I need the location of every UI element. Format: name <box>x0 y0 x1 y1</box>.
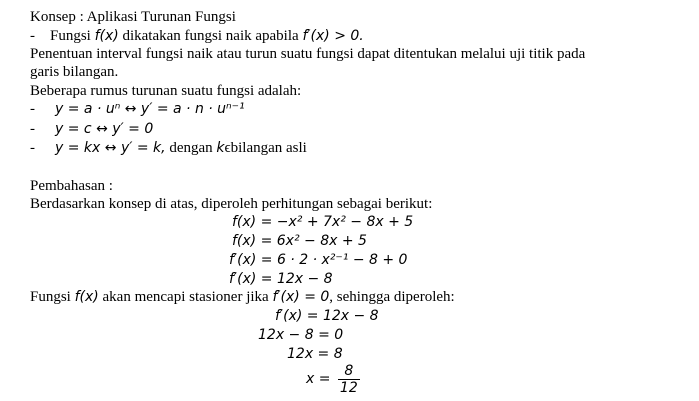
pembahasan-intro: Berdasarkan konsep di atas, diperoleh perhitungan sebagai berikut: <box>30 196 433 212</box>
pembahasan-heading: Pembahasan : <box>30 178 113 194</box>
equation-4: f′(x) = 12x − 8 <box>229 271 333 287</box>
fraction-denominator: 12 <box>339 379 358 396</box>
rule-1-dash: - <box>30 101 35 117</box>
naik-fx: f(x) <box>94 28 119 44</box>
naik-condition: f′(x) > 0. <box>302 28 364 44</box>
stasioner-fx: f(x) <box>74 289 99 305</box>
equation-1: f(x) = −x² + 7x² − 8x + 5 <box>232 214 414 230</box>
konsep-naik-line <box>30 27 364 45</box>
konsep-heading: Konsep : Aplikasi Turunan Fungsi <box>30 9 236 25</box>
equation-7: 12x = 8 <box>287 346 343 362</box>
rule-3-math: y = kx ↔ y′ = k, <box>55 140 166 156</box>
stasioner-line <box>30 288 455 306</box>
konsep-paragraph-line1: Penentuan interval fungsi naik atau turun suatu fungsi dapat ditentukan melalui uji titik pada <box>30 46 586 62</box>
fraction <box>338 363 360 396</box>
rule-2-dash: - <box>30 121 35 137</box>
fraction-numerator: 8 <box>338 363 360 380</box>
konsep-paragraph-line2: garis bilangan. <box>30 64 119 80</box>
rule-3-k: k <box>216 140 225 156</box>
equation-6: 12x − 8 = 0 <box>258 327 344 343</box>
rule-3-end: ϵbilangan asli <box>224 140 307 156</box>
stasioner-prefix: Fungsi <box>30 289 75 305</box>
rule-1: y = a · uⁿ ↔ y′ = a · n · uⁿ⁻¹ <box>55 101 245 117</box>
equation-3: f′(x) = 6 · 2 · x²⁻¹ − 8 + 0 <box>229 252 408 268</box>
rule-3-text: dengan <box>165 140 217 156</box>
stasioner-condition: f′(x) = 0 <box>272 289 330 305</box>
equation-8-lhs: x = <box>306 371 331 387</box>
rule-3 <box>55 139 307 157</box>
equation-8 <box>306 362 360 396</box>
naik-prefix: - Fungsi <box>30 28 95 44</box>
stasioner-end: , sehingga diperoleh: <box>329 289 455 305</box>
rule-3-dash: - <box>30 140 35 156</box>
stasioner-middle: akan mencapi stasioner jika <box>98 289 273 305</box>
equation-5: f′(x) = 12x − 8 <box>275 308 379 324</box>
rule-2: y = c ↔ y′ = 0 <box>55 121 154 137</box>
naik-middle: dikatakan fungsi naik apabila <box>118 28 303 44</box>
equation-2: f(x) = 6x² − 8x + 5 <box>232 233 367 249</box>
rumus-heading: Beberapa rumus turunan suatu fungsi adalah: <box>30 83 302 99</box>
